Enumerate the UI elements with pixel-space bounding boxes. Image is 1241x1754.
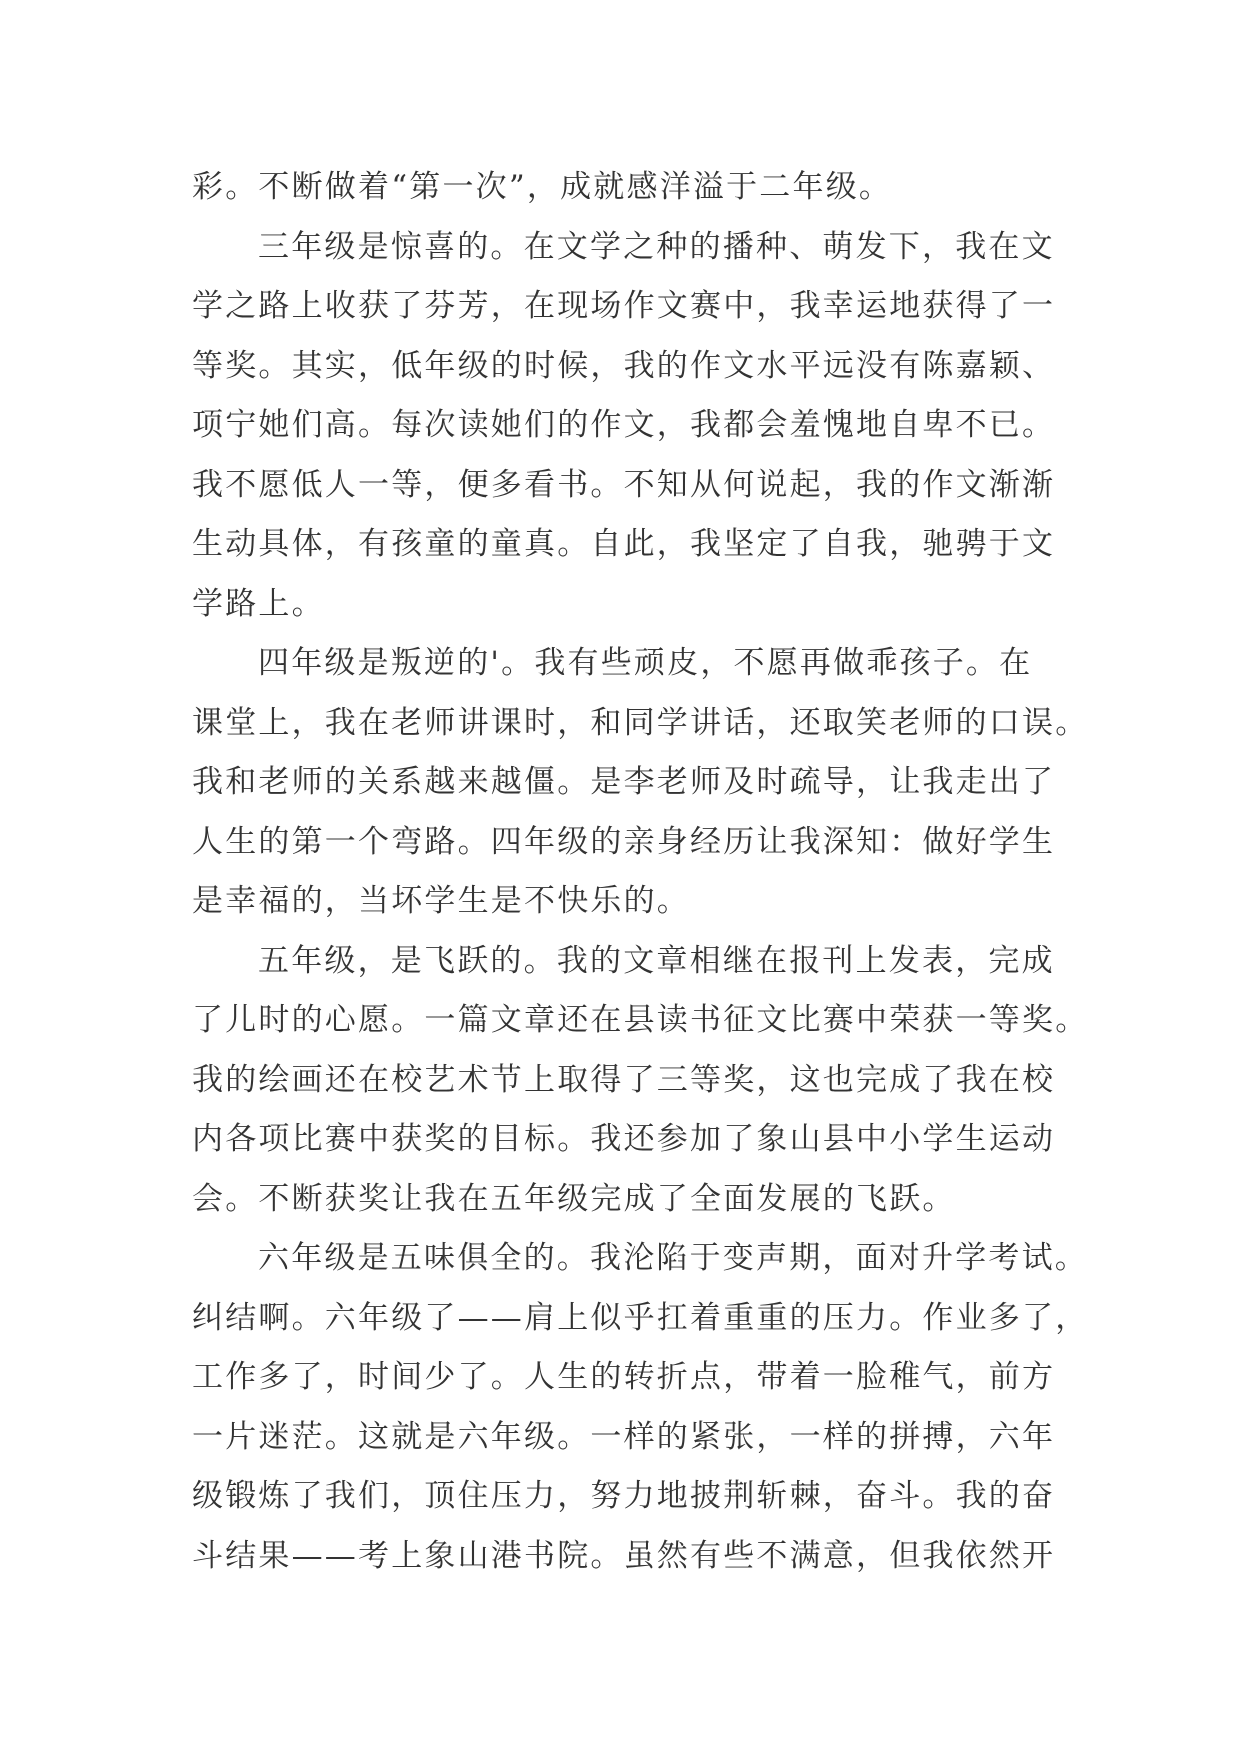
text-line: 项宁她们高。每次读她们的作文，我都会羞愧地自卑不已。 [192, 407, 1056, 443]
text-line: 内各项比赛中获奖的目标。我还参加了象山县中小学生运动 [192, 1121, 1056, 1157]
paragraph-first-line: 三年级是惊喜的。在文学之种的播种、萌发下，我在文 [258, 228, 1055, 265]
paragraph-first-line: 五年级，是飞跃的。我的文章相继在报刊上发表，完成 [258, 942, 1055, 979]
text-line: 等奖。其实，低年级的时候，我的作文水平远没有陈嘉颖、 [192, 347, 1056, 384]
paragraph-first-line: 六年级是五味俱全的。我沦陷于变声期，面对升学考试。 [258, 1240, 1088, 1276]
text-line: 我和老师的关系越来越僵。是李老师及时疏导，让我走出了 [192, 764, 1056, 800]
text-line: 课堂上，我在老师讲课时，和同学讲话，还取笑老师的口误。 [192, 704, 1089, 741]
text-line: 工作多了，时间少了。人生的转折点，带着一脸稚气，前方 [192, 1359, 1056, 1395]
text-line: 我的绘画还在校艺术节上取得了三等奖，这也完成了我在校 [192, 1061, 1056, 1098]
text-line: 了儿时的心愿。一篇文章还在县读书征文比赛中荣获一等奖。 [192, 1002, 1089, 1038]
text-line: 斗结果——考上象山港书院。虽然有些不满意，但我依然开 [192, 1537, 1056, 1574]
text-line: 学路上。 [192, 585, 325, 622]
paragraph-first-line: 四年级是叛逆的'。我有些顽皮，不愿再做乖孩子。在 [258, 645, 1033, 681]
body-text [192, 158, 1089, 1586]
text-line: 一片迷茫。这就是六年级。一样的紧张，一样的拼搏，六年 [192, 1418, 1056, 1455]
text-line: 学之路上收获了芬芳，在现场作文赛中，我幸运地获得了一 [192, 288, 1056, 324]
text-line: 彩。不断做着“第一次”，成就感洋溢于二年级。 [192, 169, 893, 205]
text-line: 我不愿低人一等，便多看书。不知从何说起，我的作文渐渐 [192, 466, 1056, 503]
text-line: 纠结啊。六年级了——肩上似乎扛着重重的压力。作业多了， [192, 1299, 1089, 1336]
text-line: 是幸福的，当坏学生是不快乐的。 [192, 883, 690, 919]
text-line: 生动具体，有孩童的童真。自此，我坚定了自我，驰骋于文 [192, 526, 1056, 562]
text-line: 级锻炼了我们，顶住压力，努力地披荆斩棘，奋斗。我的奋 [192, 1478, 1056, 1514]
text-line: 会。不断获奖让我在五年级完成了全面发展的飞跃。 [192, 1180, 956, 1217]
text-line: 人生的第一个弯路。四年级的亲身经历让我深知：做好学生 [192, 823, 1056, 860]
